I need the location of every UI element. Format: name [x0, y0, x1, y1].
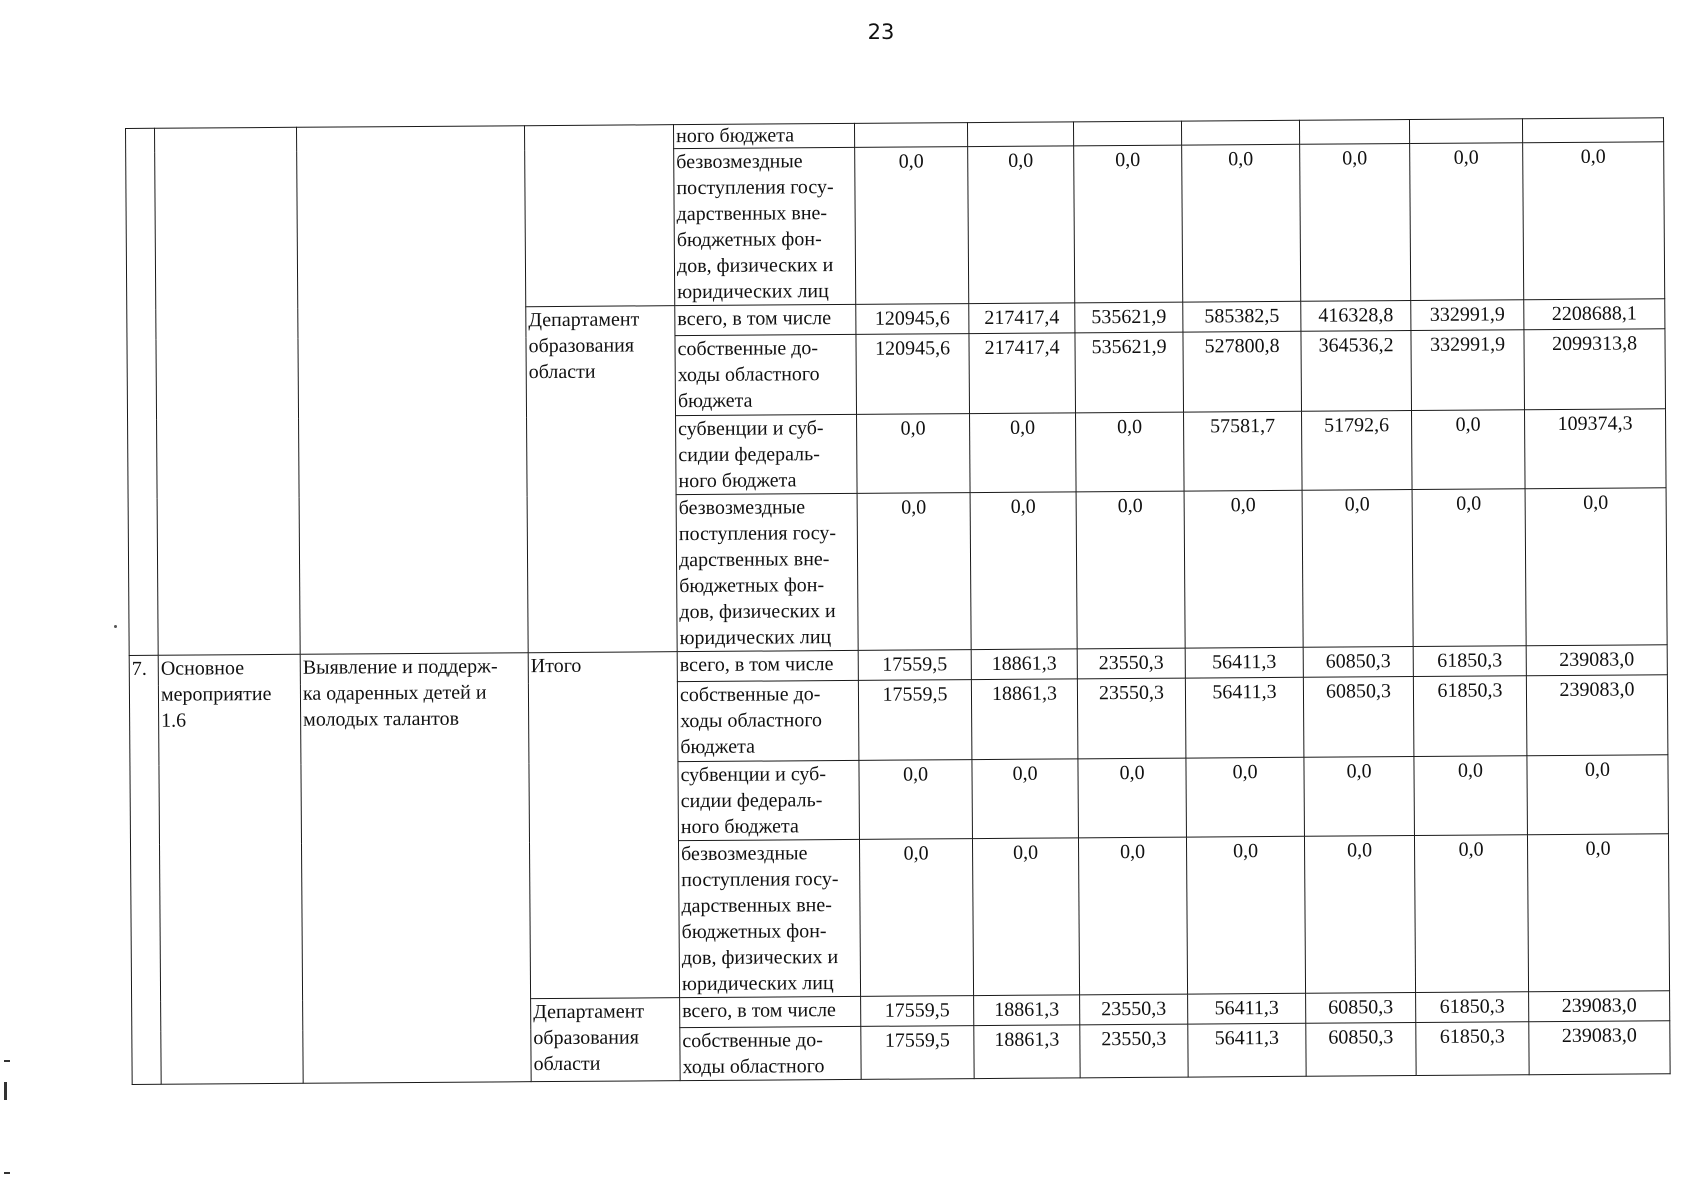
value-cell: 0,0: [859, 760, 973, 840]
row-number-cell: [126, 128, 159, 655]
value-cell: [854, 123, 967, 148]
value-cell: 332991,9: [1411, 300, 1524, 331]
value-cell: [1299, 120, 1409, 145]
value-cell: 0,0: [1186, 757, 1305, 837]
source-label: безвозмездные поступления госу- дарственных вне- бюджетных фон- дов, физических и юридических лиц: [678, 839, 860, 997]
value-cell: 0,0: [1527, 834, 1669, 992]
value-cell: [967, 122, 1073, 147]
source-label: безвозмездные поступления госу- дарственных вне- бюджетных фон- дов, физических и юридических лиц: [674, 147, 856, 305]
source-label: собственные до- ходы областного бюджета: [677, 680, 859, 761]
value-cell: 0,0: [859, 839, 973, 997]
value-cell: 535621,9: [1075, 302, 1183, 333]
value-cell: 0,0: [1300, 144, 1411, 302]
value-cell: 56411,3: [1185, 677, 1304, 758]
value-cell: 23550,3: [1077, 648, 1185, 679]
value-cell: 0,0: [1076, 491, 1185, 649]
source-label: собственные до- ходы областного: [680, 1026, 861, 1080]
value-cell: 0,0: [1525, 488, 1667, 646]
table-body: [126, 118, 1671, 1085]
source-label: собственные до- ходы областного бюджета: [675, 334, 857, 415]
value-cell: 0,0: [1182, 144, 1301, 302]
value-cell: 23550,3: [1077, 678, 1186, 759]
value-cell: 0,0: [972, 838, 1079, 996]
executor-cell: Итого: [528, 652, 679, 999]
value-cell: 0,0: [1184, 490, 1303, 648]
value-cell: 0,0: [968, 146, 1075, 304]
value-cell: 60850,3: [1306, 1023, 1416, 1077]
source-label: всего, в том числе: [675, 304, 856, 335]
value-cell: 239083,0: [1526, 645, 1667, 676]
value-cell: 0,0: [1186, 836, 1305, 994]
description-cell: [296, 126, 528, 655]
value-cell: 0,0: [857, 493, 971, 651]
value-cell: 18861,3: [974, 1025, 1080, 1079]
event-cell: [155, 127, 301, 655]
value-cell: 0,0: [1410, 143, 1524, 301]
value-cell: 416328,8: [1301, 301, 1411, 332]
value-cell: 18861,3: [974, 995, 1080, 1026]
value-cell: 0,0: [970, 413, 1077, 493]
value-cell: 0,0: [1523, 142, 1665, 300]
value-cell: [1073, 121, 1181, 146]
page-number: 23: [867, 20, 895, 44]
value-cell: 61850,3: [1416, 1022, 1529, 1076]
value-cell: 56411,3: [1185, 647, 1303, 678]
source-label: всего, в том числе: [680, 996, 861, 1027]
value-cell: 60850,3: [1303, 677, 1414, 758]
value-cell: 120945,6: [856, 304, 969, 335]
value-cell: 0,0: [1414, 756, 1528, 836]
value-cell: 0,0: [1078, 758, 1187, 838]
value-cell: [1409, 119, 1522, 144]
value-cell: 0,0: [970, 492, 1077, 650]
value-cell: 17559,5: [861, 996, 974, 1027]
budget-table: [125, 117, 1671, 1085]
executor-cell: [524, 125, 674, 307]
value-cell: 60850,3: [1303, 647, 1413, 678]
value-cell: 0,0: [1076, 412, 1185, 492]
value-cell: 56411,3: [1188, 1023, 1306, 1077]
value-cell: [1522, 118, 1663, 143]
value-cell: 0,0: [1074, 145, 1183, 303]
value-cell: 0,0: [857, 414, 971, 494]
value-cell: 535621,9: [1075, 332, 1184, 413]
value-cell: 17559,5: [858, 680, 972, 761]
value-cell: 2099313,8: [1524, 329, 1666, 410]
value-cell: 0,0: [1302, 490, 1413, 648]
value-cell: 120945,6: [856, 334, 970, 415]
value-cell: 364536,2: [1301, 331, 1412, 412]
scan-artifact: [4, 1060, 10, 1062]
value-cell: 0,0: [1078, 837, 1187, 995]
source-label: субвенции и суб- сидии федераль- ного бюджета: [678, 760, 860, 840]
value-cell: 23550,3: [1080, 1024, 1188, 1078]
value-cell: 51792,6: [1302, 411, 1413, 491]
scan-artifact: [4, 1082, 7, 1100]
executor-cell: Департамент образования области: [531, 998, 681, 1082]
scan-artifact: [114, 625, 117, 628]
source-label: субвенции и суб- сидии федераль- ного бюджета: [676, 414, 858, 494]
source-label: всего, в том числе: [677, 650, 858, 681]
value-cell: 57581,7: [1184, 411, 1303, 491]
value-cell: 217417,4: [969, 303, 1075, 334]
source-label: безвозмездные поступления госу- дарственных вне- бюджетных фон- дов, физических и юридических лиц: [676, 493, 858, 651]
value-cell: 0,0: [855, 147, 969, 305]
value-cell: 0,0: [1412, 410, 1526, 490]
value-cell: 17559,5: [861, 1026, 974, 1080]
value-cell: 18861,3: [971, 679, 1078, 760]
value-cell: 217417,4: [969, 333, 1076, 414]
value-cell: 2208688,1: [1524, 299, 1665, 330]
value-cell: 61850,3: [1413, 676, 1527, 757]
row-number-cell: 7.: [129, 655, 161, 1084]
value-cell: 239083,0: [1529, 1021, 1670, 1075]
value-cell: 17559,5: [858, 650, 971, 681]
value-cell: 239083,0: [1526, 675, 1668, 756]
value-cell: 61850,3: [1413, 646, 1526, 677]
scan-artifact: [4, 1172, 10, 1174]
value-cell: 109374,3: [1525, 409, 1667, 489]
value-cell: 585382,5: [1183, 301, 1301, 332]
value-cell: 61850,3: [1416, 992, 1529, 1023]
value-cell: 23550,3: [1080, 994, 1188, 1025]
value-cell: [1181, 120, 1299, 145]
value-cell: 239083,0: [1529, 991, 1670, 1022]
value-cell: 18861,3: [971, 649, 1077, 680]
value-cell: 0,0: [972, 759, 1079, 839]
value-cell: 0,0: [1304, 836, 1415, 994]
value-cell: 60850,3: [1306, 993, 1416, 1024]
value-cell: 0,0: [1414, 835, 1528, 993]
executor-cell: Департамент образования области: [526, 306, 677, 653]
value-cell: 56411,3: [1188, 993, 1306, 1024]
value-cell: 0,0: [1527, 755, 1669, 835]
value-cell: 332991,9: [1411, 330, 1525, 411]
value-cell: 0,0: [1304, 757, 1415, 837]
source-label: ного бюджета: [673, 123, 854, 148]
value-cell: 527800,8: [1183, 331, 1302, 412]
description-cell: Выявление и поддерж- ка одаренных детей и молодых талантов: [300, 653, 531, 1084]
value-cell: 0,0: [1412, 489, 1526, 647]
event-cell: Основное мероприятие 1.6: [158, 654, 303, 1084]
